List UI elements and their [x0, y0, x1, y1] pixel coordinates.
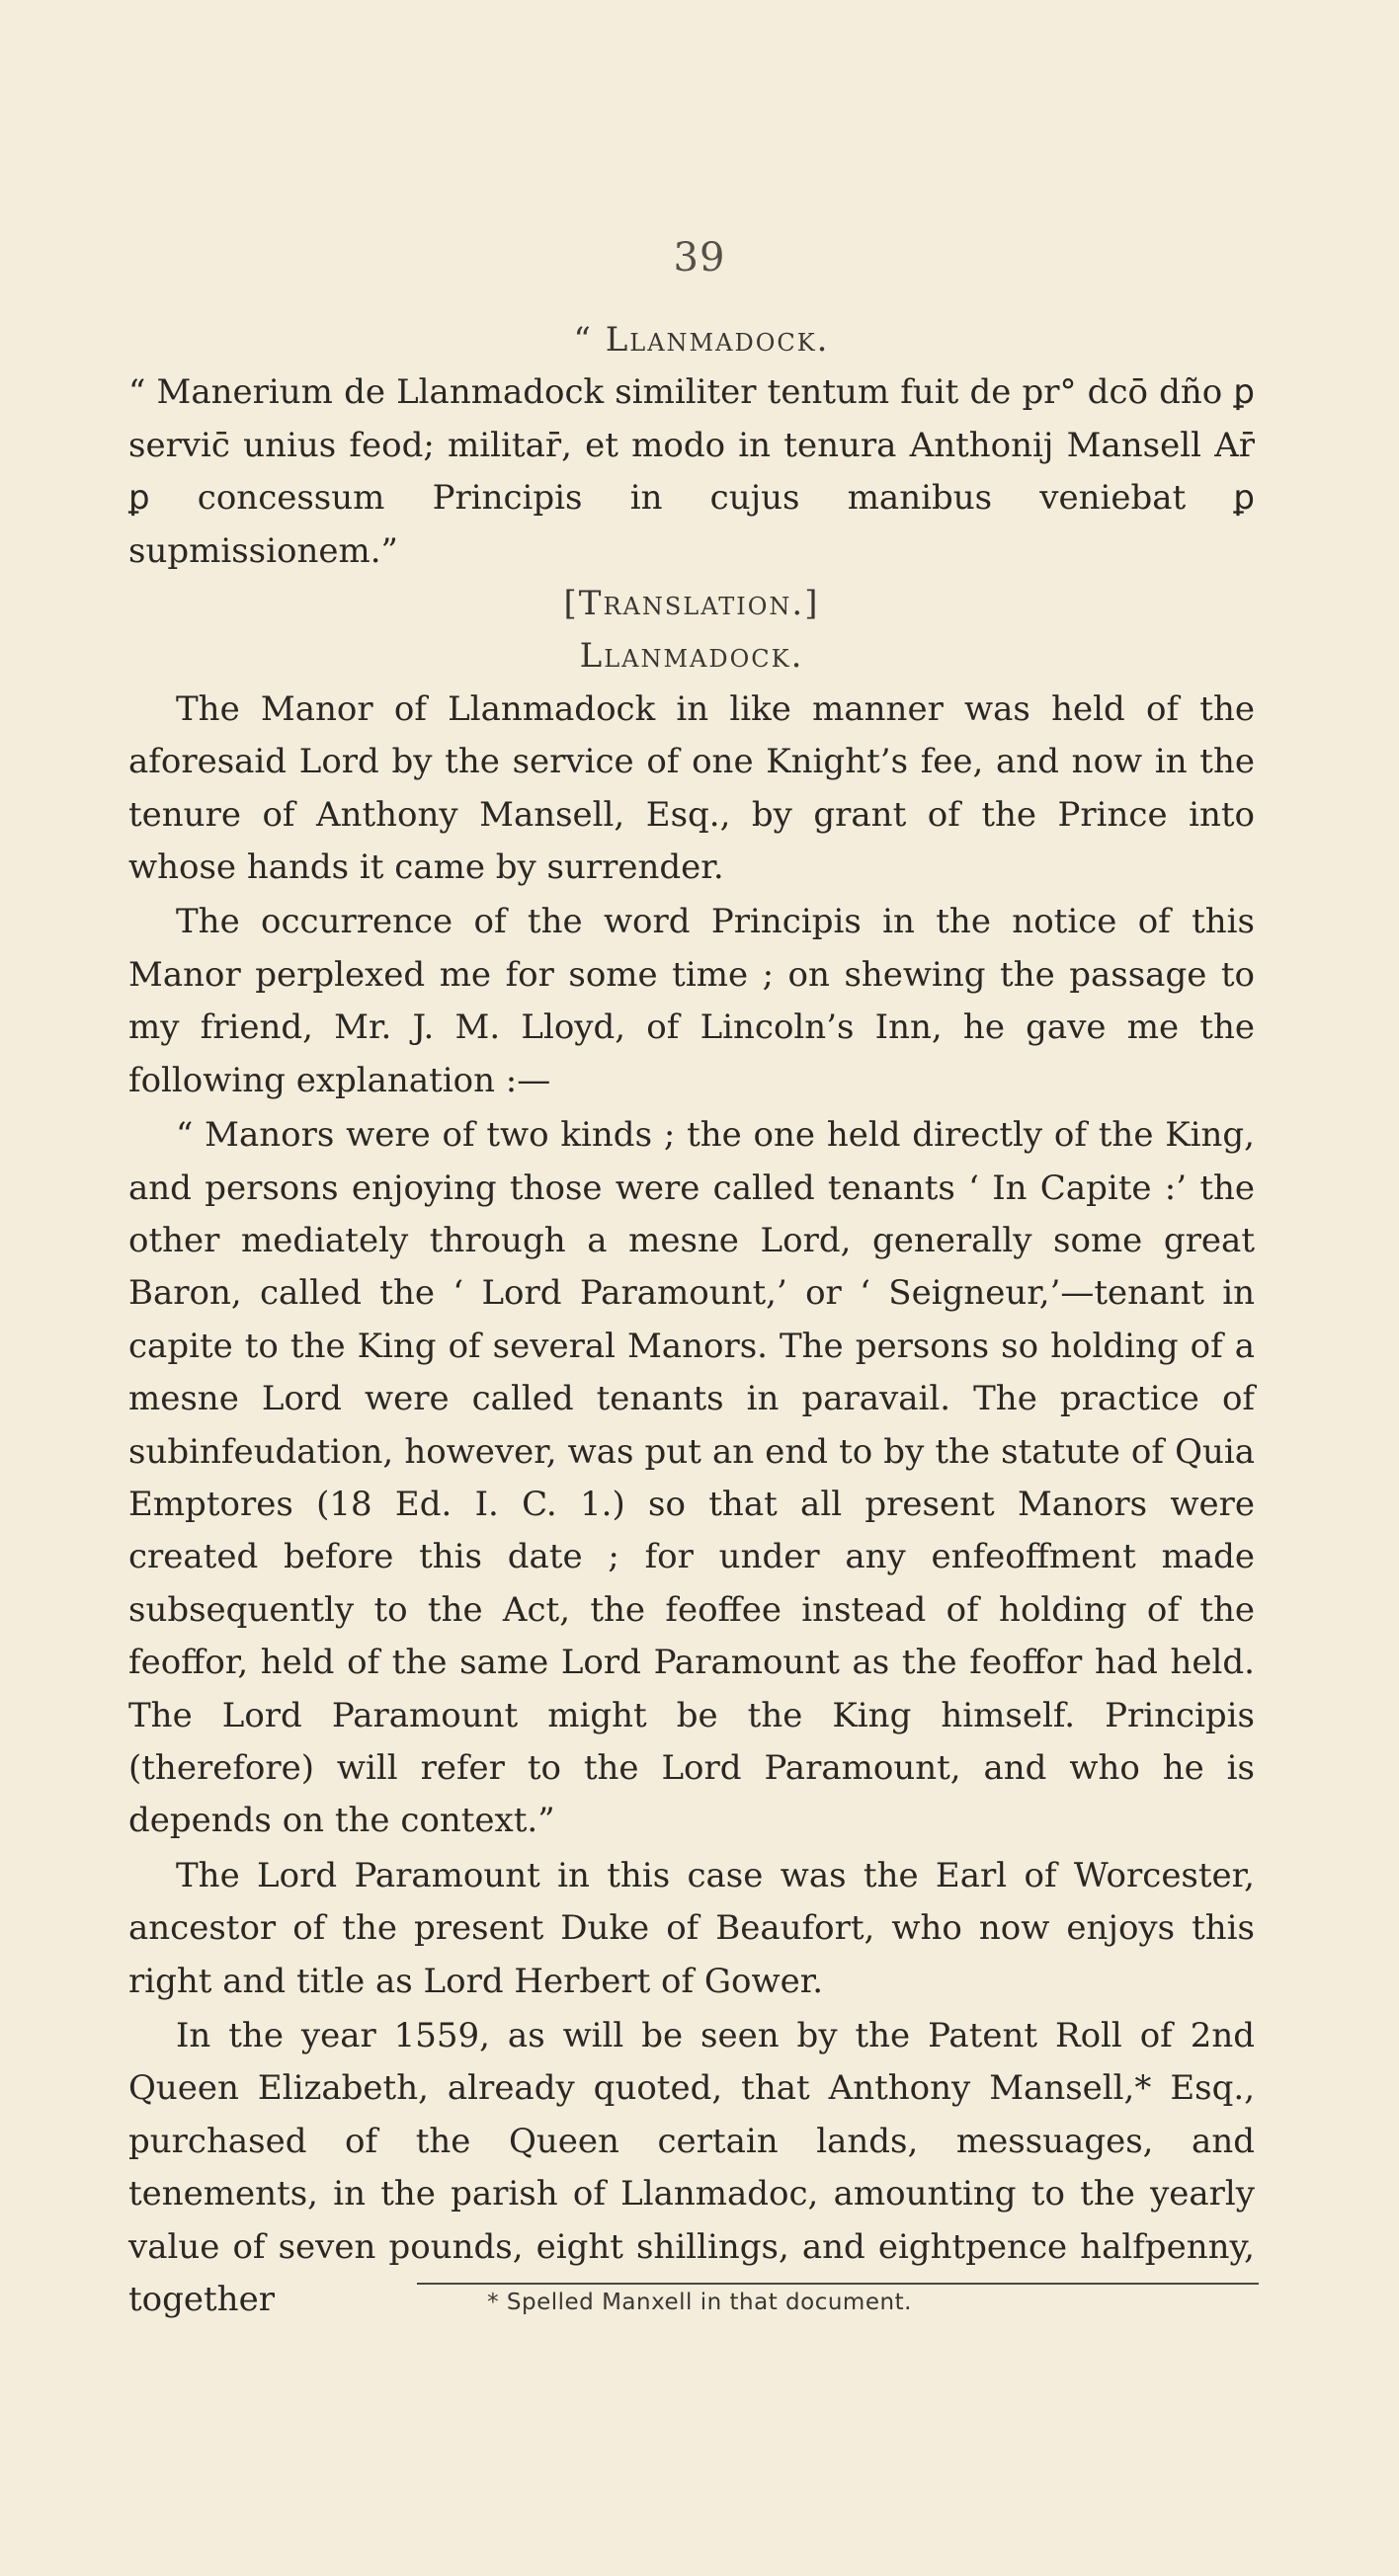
- paragraph-patent-roll: In the year 1559, as will be seen by the Patent Roll of 2nd Queen Elizabeth, already quoted, that Anthony Mansell,* Esq., purchased of the Queen certain lands, messuages, and tenements, in the parish of Llanmadoc, amounting to the yearly value of seven pounds, eight shillings, and eightpence halfpenny, together: [128, 2016, 1255, 2320]
- english-heading: Llanmadock.: [579, 636, 804, 677]
- paragraph-manor-tenure: The Manor of Llanmadock in like manner was held of the aforesaid Lord by the service of one Knight’s fee, and now in the tenure of Anthony Mansell, Esq., by grant of the Prince into whose hands it came by surrender.: [128, 688, 1255, 888]
- translation-label: [Translation.]: [563, 584, 820, 624]
- paragraph-principis-note: The occurrence of the word Principis in the notice of this Manor perplexed me for some time ; on shewing the passage to my friend, Mr. J. M. Lloyd, of Lincoln’s Inn, he gave me the following explanation :—: [128, 902, 1255, 1100]
- latin-heading: “ Llanmadock.: [573, 320, 830, 360]
- paragraph-manors-explanation: “ Manors were of two kinds ; the one held directly of the King, and persons enjoying those were called tenants ‘ In Capite :’ the other mediately through a mesne Lord, generally some great Baron, called the ‘ Lord Paramount,’ or ‘ Seigneur,’—tenant in capite to the King of several Manors. The persons so holding of a mesne Lord were called tenants in paravail. The practice of subinfeudation, however, was put an end to by the statute of Quia Emptores (18 Ed. I. C. 1.) so that all present Manors were created before this date ; for under any enfeoffment made subsequently to the Act, the feoffee instead of holding of the feoffor, held of the same Lord Paramount as the feoffor had held. The Lord Paramount might be the King himself. Principis (therefore) will refer to the Lord Paramount, and who he is depends on the context.”: [128, 1115, 1255, 1841]
- page-number: 39: [673, 235, 726, 281]
- body-text: [128, 314, 1255, 2326]
- footnote: * Spelled Manxell in that document.: [487, 2290, 912, 2315]
- paragraph-lord-paramount: The Lord Paramount in this case was the Earl of Worcester, ancestor of the present Duke of Beaufort, who now enjoys this right and title as Lord Herbert of Gower.: [128, 1855, 1255, 2001]
- latin-paragraph: “ Manerium de Llanmadock similiter tentum fuit de pr° dcō dño ꝑ servic̄ unius feod; militar̄, et modo in tenura Anthonij Mansell Ar̄ ꝑ concessum Principis in cujus manibus veniebat ꝑ supmissionem.”: [128, 372, 1255, 571]
- footnote-divider: [417, 2283, 1259, 2285]
